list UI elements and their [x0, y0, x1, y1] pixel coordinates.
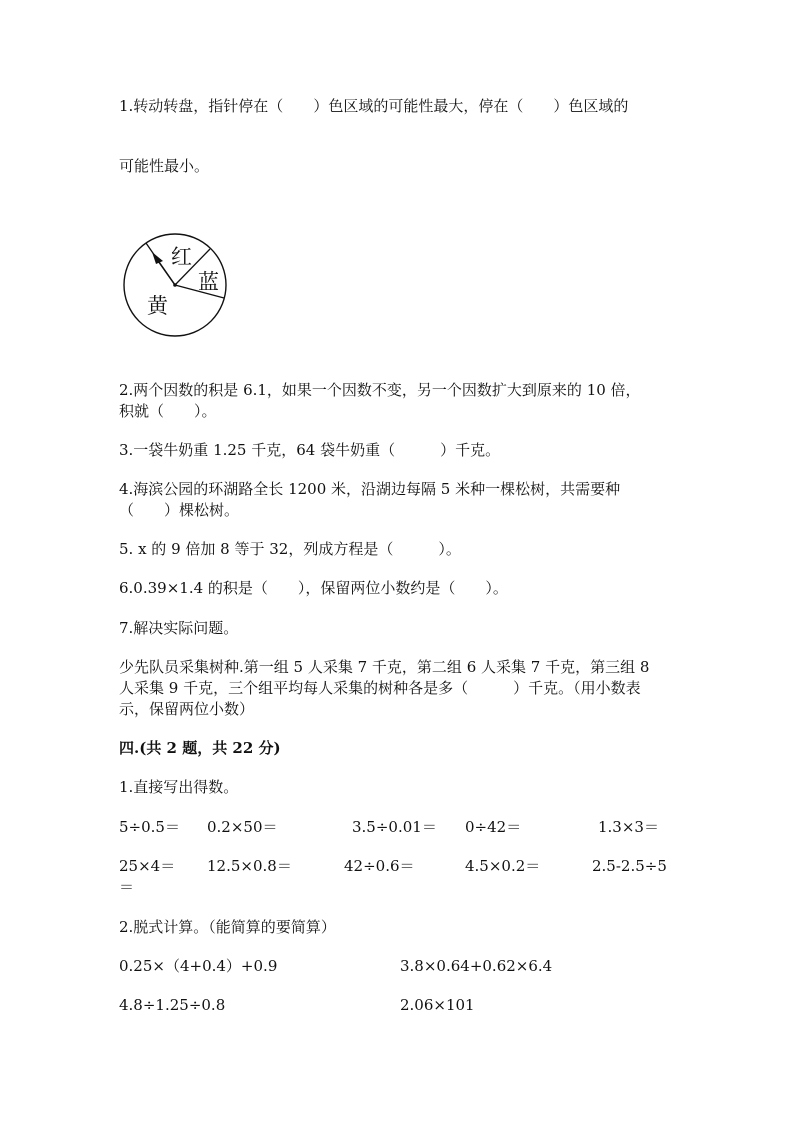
q1-line-1: 1.转动转盘，指针停在（ ）色区域的可能性最大，停在（ ）色区域的 — [119, 97, 629, 115]
label-red: 红 — [171, 245, 192, 269]
calc-r1-c5: 1.3×3＝ — [598, 818, 659, 836]
q7-para-3: 示，保留两位小数） — [119, 700, 255, 718]
section-4-heading: 四.(共 2 题，共 22 分) — [119, 739, 281, 757]
s4q2-title: 2.脱式计算。（能简算的要简算） — [119, 918, 336, 936]
calc-r2-c1: 25×4＝ — [119, 857, 176, 875]
calc-r2-c4: 4.5×0.2＝ — [465, 857, 541, 875]
expr-4: 2.06×101 — [400, 996, 475, 1014]
calc-r1-c1: 5÷0.5＝ — [119, 818, 180, 836]
q4-line-1: 4.海滨公园的环湖路全长 1200 米，沿湖边每隔 5 米种一棵松树，共需要种 — [119, 480, 621, 498]
q7-para-1: 少先队员采集树种.第一组 5 人采集 7 千克，第二组 6 人采集 7 千克，第三组 8 — [119, 658, 650, 676]
q1-line-2: 可能性最小。 — [119, 157, 210, 175]
q3-line-1: 3.一袋牛奶重 1.25 千克，64 袋牛奶重（ ）千克。 — [119, 441, 501, 459]
q5-line-1: 5. x 的 9 倍加 8 等于 32，列成方程是（ ）。 — [119, 540, 461, 558]
calc-r1-c4: 0÷42＝ — [465, 818, 522, 836]
calc-r2-c5: 2.5-2.5÷5 — [592, 857, 667, 875]
spinner-figure — [121, 231, 229, 339]
q2-line-1: 2.两个因数的积是 6.1，如果一个因数不变，另一个因数扩大到原来的 10 倍， — [119, 381, 641, 399]
calc-r1-c3: 3.5÷0.01＝ — [352, 818, 437, 836]
q7-title: 7.解决实际问题。 — [119, 619, 239, 637]
q2-line-2: 积就（ ）。 — [119, 402, 217, 420]
calc-r2-wrap: ＝ — [119, 878, 135, 896]
s4q1-title: 1.直接写出得数。 — [119, 778, 239, 796]
label-blue: 蓝 — [198, 270, 219, 294]
calc-r1-c2: 0.2×50＝ — [207, 818, 278, 836]
expr-2: 3.8×0.64+0.62×6.4 — [400, 957, 553, 975]
expr-3: 4.8÷1.25÷0.8 — [119, 996, 226, 1014]
label-yellow: 黄 — [147, 294, 168, 318]
q4-line-2: （ ）棵松树。 — [119, 501, 240, 519]
q7-para-2: 人采集 9 千克，三个组平均每人采集的树种各是多（ ）千克。（用小数表 — [119, 679, 641, 697]
spinner-svg — [121, 231, 229, 339]
spinner-center — [173, 283, 177, 287]
q6-line-1: 6.0.39×1.4 的积是（ ），保留两位小数约是（ ）。 — [119, 579, 508, 597]
pointer-arrow-icon — [152, 252, 163, 264]
expr-1: 0.25×（4+0.4）+0.9 — [119, 957, 278, 975]
calc-r2-c3: 42÷0.6＝ — [344, 857, 415, 875]
calc-r2-c2: 12.5×0.8＝ — [207, 857, 292, 875]
